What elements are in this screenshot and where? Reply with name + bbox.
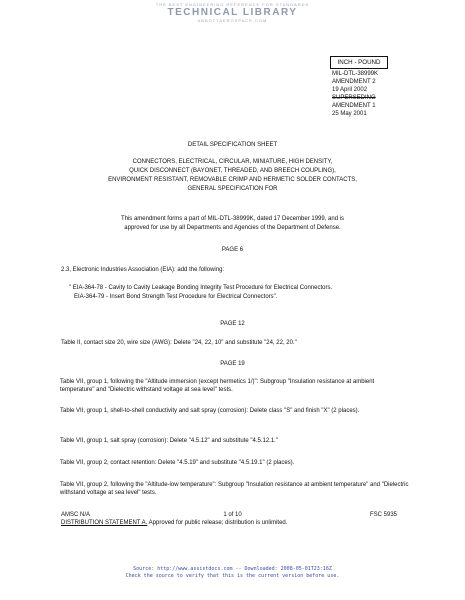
page-19-item-a: Table VII, group 1, following the "Altitude immersion (except hermetics 1/)": Subgroup "Insulation resistance at ambient temperature" and "Dielectric withstand voltage at sea level" tests. <box>60 379 375 393</box>
title-line-3: ENVIRONMENT RESISTANT, REMOVABLE CRIMP AND HERMETIC SOLDER CONTACTS, <box>108 177 357 183</box>
title-line-1: CONNECTORS, ELECTRICAL, CIRCULAR, MINIATURE, HIGH DENSITY, <box>132 159 333 165</box>
eia-reference-1: " EIA-364-78 - Cavity to Cavity Leakage Bonding Integrity Test Procedure for Electrical Connectors. <box>69 285 333 291</box>
inch-pound-box: INCH - POUND <box>330 56 388 69</box>
page-19-item-b: Table VII, group 1, shell-to-shell conductivity and salt spray (corrosion): Delete class "S" and finish "X" (2 places). <box>60 408 360 414</box>
fsc-code: FSC 5935 <box>370 512 398 518</box>
title-line-2: QUICK DISCONNECT (BAYONET, THREADED, AND BREECH COUPLING), <box>129 168 336 174</box>
amsc-code: AMSC N/A <box>61 512 91 518</box>
superseding-label: SUPERSEDING <box>332 95 376 101</box>
spec-designation: MIL-DTL-38999K <box>332 71 379 77</box>
page-19-heading: PAGE 19 <box>220 361 245 367</box>
distribution-label: DISTRIBUTION STATEMENT A. <box>61 520 148 526</box>
watermark-tagline: THE BEST ENGINEERING REFERENCE FOR STANDARDS <box>155 2 310 7</box>
page-19-item-d: Table VII, group 2, contact retention: Delete "4.5.19" and substitute "4.5.19.1" (2 places). <box>60 460 295 466</box>
amendment-date: 19 April 2002 <box>332 87 368 93</box>
source-line-2: Check the source to verify that this is the current version before use. <box>125 573 340 579</box>
superseded-date: 25 May 2001 <box>332 111 367 117</box>
intro-line-2: approved for use by all Departments and Agencies of the Department of Defense. <box>124 225 341 231</box>
page-12-heading: PAGE 12 <box>220 321 245 327</box>
page-6-heading: PAGE 6 <box>221 247 244 253</box>
page-6-item: 2.3, Electronic Industries Association (EIA): add the following: <box>61 267 225 273</box>
watermark-title: TECHNICAL LIBRARY <box>167 7 298 18</box>
intro-line-1: This amendment forms a part of MIL-DTL-38999K, dated 17 December 1999, and is <box>120 216 345 222</box>
page-12-item: Table II, contact size 20, wire size (AWG): Delete "24, 22, 10" and substitute "24, 22, 20." <box>61 340 297 346</box>
amendment-number: AMENDMENT 2 <box>332 79 376 85</box>
sheet-title: DETAIL SPECIFICATION SHEET <box>187 142 278 148</box>
page-19-item-e: Table VII, group 2, following the "Altitude-low temperature": Subgroup "Insulation resistance at ambient temperature" and "Dielectric withstand voltage at sea level" tests. <box>60 482 409 496</box>
watermark-logo <box>0 2 465 23</box>
watermark-url: ABBOTTAEROSPACE.COM <box>197 18 268 23</box>
distribution-text: Approved for public release; distribution is unlimited. <box>147 520 288 526</box>
distribution-statement <box>61 519 287 527</box>
page-19-item-c: Table VII, group 1, salt spray (corrosion): Delete "4.5.12" and substitute "4.5.12.1." <box>60 438 278 444</box>
superseded-amendment: AMENDMENT 1 <box>332 103 376 109</box>
title-line-4: GENERAL SPECIFICATION FOR <box>187 186 278 192</box>
source-line-1: Source: http://www.assistdocs.com -- Downloaded: 2008-05-01T23:16Z <box>133 566 332 572</box>
page-number: 1 of 10 <box>223 512 242 518</box>
eia-reference-2: EIA-364-79 - Insert Bond Strength Test Procedure for Electrical Connectors". <box>74 294 278 300</box>
